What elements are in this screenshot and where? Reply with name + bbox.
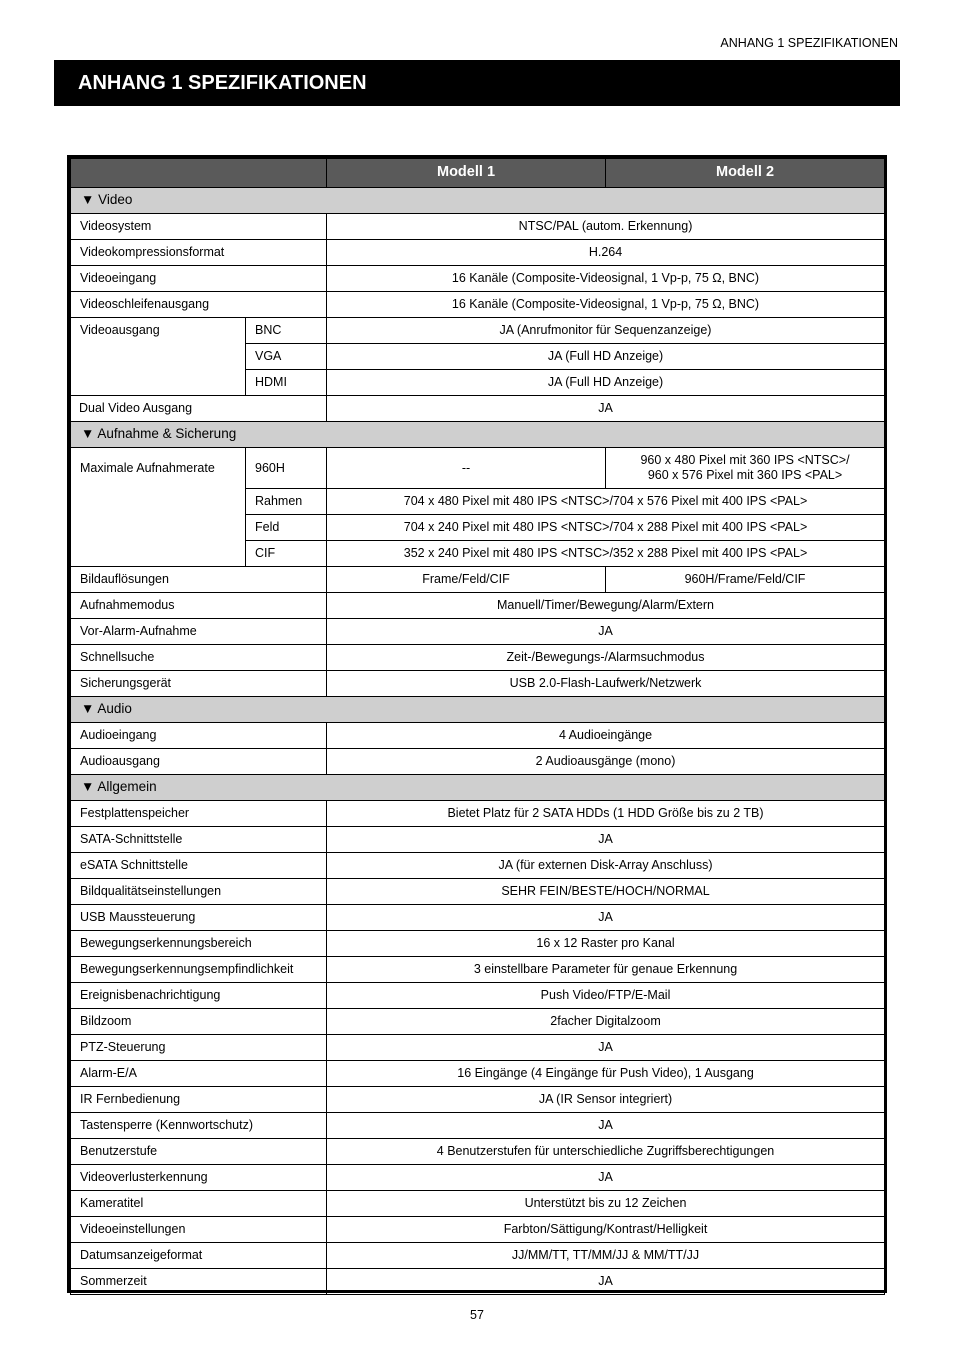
spec-value: 16 x 12 Raster pro Kanal xyxy=(327,931,885,957)
spec-value: JJ/MM/TT, TT/MM/JJ & MM/TT/JJ xyxy=(327,1243,885,1269)
table-row xyxy=(71,749,885,775)
column-header-model1: Modell 1 xyxy=(327,159,606,188)
spec-value: H.264 xyxy=(327,240,885,266)
table-row xyxy=(71,240,885,266)
spec-value: USB 2.0-Flash-Laufwerk/Netzwerk xyxy=(327,671,885,697)
spec-value: JA (Full HD Anzeige) xyxy=(327,344,885,370)
table-row xyxy=(71,1191,885,1217)
spec-value: JA xyxy=(327,396,885,422)
table-row xyxy=(71,1269,885,1295)
spec-value: 2facher Digitalzoom xyxy=(327,1009,885,1035)
spec-sublabel: Rahmen xyxy=(246,489,327,515)
spec-table xyxy=(70,158,885,1295)
spec-label: Sommerzeit xyxy=(71,1269,327,1295)
spec-label: Videoschleifenausgang xyxy=(71,292,327,318)
spec-label: Datumsanzeigeformat xyxy=(71,1243,327,1269)
spec-value: JA xyxy=(327,1269,885,1295)
section-allgemein xyxy=(71,775,885,801)
spec-label: IR Fernbedienung xyxy=(71,1087,327,1113)
spec-value-line: 960 x 576 Pixel mit 360 IPS <PAL> xyxy=(647,468,843,482)
table-row xyxy=(71,853,885,879)
spec-value: Zeit-/Bewegungs-/Alarmsuchmodus xyxy=(327,645,885,671)
spec-value: 16 Kanäle (Composite-Videosignal, 1 Vp-p, 75 Ω, BNC) xyxy=(327,292,885,318)
spec-sublabel: HDMI xyxy=(246,370,327,396)
header-empty-cell xyxy=(71,159,327,188)
section-video xyxy=(71,188,885,214)
spec-value: JA xyxy=(327,1035,885,1061)
spec-label: Bewegungserkennungsbereich xyxy=(71,931,327,957)
spec-label: Maximale Aufnahmerate xyxy=(71,448,246,567)
table-row xyxy=(71,396,885,422)
table-row xyxy=(71,957,885,983)
table-row xyxy=(71,905,885,931)
spec-label: Videoausgang xyxy=(71,318,246,396)
page-title: ANHANG 1 SPEZIFIKATIONEN xyxy=(54,60,900,106)
spec-label: Videosystem xyxy=(71,214,327,240)
table-row xyxy=(71,1035,885,1061)
table-row xyxy=(71,1165,885,1191)
table-row xyxy=(71,723,885,749)
section-aufnahme xyxy=(71,422,885,448)
spec-value: JA xyxy=(327,905,885,931)
spec-sublabel: BNC xyxy=(246,318,327,344)
spec-value: JA (Full HD Anzeige) xyxy=(327,370,885,396)
spec-label: Bildzoom xyxy=(71,1009,327,1035)
table-row xyxy=(71,448,885,489)
spec-sublabel: 960H xyxy=(246,448,327,489)
spec-label: Kameratitel xyxy=(71,1191,327,1217)
spec-label: Ereignisbenachrichtigung xyxy=(71,983,327,1009)
table-row xyxy=(71,645,885,671)
table-row xyxy=(71,879,885,905)
table-row xyxy=(71,619,885,645)
spec-value: Manuell/Timer/Bewegung/Alarm/Extern xyxy=(327,593,885,619)
table-row xyxy=(71,671,885,697)
spec-label: Videokompressionsformat xyxy=(71,240,327,266)
table-row xyxy=(71,931,885,957)
spec-value: 4 Audioeingänge xyxy=(327,723,885,749)
spec-value: JA (IR Sensor integriert) xyxy=(327,1087,885,1113)
spec-value: 16 Eingänge (4 Eingänge für Push Video), 1 Ausgang xyxy=(327,1061,885,1087)
table-row xyxy=(71,318,885,344)
spec-value-model1: -- xyxy=(327,448,606,489)
spec-value: Farbton/Sättigung/Kontrast/Helligkeit xyxy=(327,1217,885,1243)
spec-label: Audioausgang xyxy=(71,749,327,775)
spec-value: SEHR FEIN/BESTE/HOCH/NORMAL xyxy=(327,879,885,905)
spec-value: JA xyxy=(327,619,885,645)
section-title: ▼ Video xyxy=(71,188,885,214)
spec-sublabel: CIF xyxy=(246,541,327,567)
spec-value: 3 einstellbare Parameter für genaue Erkennung xyxy=(327,957,885,983)
spec-label: Aufnahmemodus xyxy=(71,593,327,619)
spec-label: Tastensperre (Kennwortschutz) xyxy=(71,1113,327,1139)
table-row xyxy=(71,1113,885,1139)
table-header-row xyxy=(71,159,885,188)
spec-label: Sicherungsgerät xyxy=(71,671,327,697)
spec-value: JA xyxy=(327,1113,885,1139)
section-title: ▼ Allgemein xyxy=(71,775,885,801)
spec-value: Push Video/FTP/E-Mail xyxy=(327,983,885,1009)
spec-label: Bewegungserkennungsempfindlichkeit xyxy=(71,957,327,983)
table-row xyxy=(71,827,885,853)
spec-value-line: 960 x 480 Pixel mit 360 IPS <NTSC>/ xyxy=(640,453,850,467)
spec-label: Audioeingang xyxy=(71,723,327,749)
spec-value-model1: Frame/Feld/CIF xyxy=(327,567,606,593)
page-number: 57 xyxy=(470,1308,484,1322)
table-row xyxy=(71,1243,885,1269)
spec-value: 352 x 240 Pixel mit 480 IPS <NTSC>/352 x 288 Pixel mit 400 IPS <PAL> xyxy=(327,541,885,567)
spec-label: USB Maussteuerung xyxy=(71,905,327,931)
table-row xyxy=(71,1217,885,1243)
spec-value: NTSC/PAL (autom. Erkennung) xyxy=(327,214,885,240)
section-title: ▼ Audio xyxy=(71,697,885,723)
spec-value: 2 Audioausgänge (mono) xyxy=(327,749,885,775)
spec-label: SATA-Schnittstelle xyxy=(71,827,327,853)
spec-value: JA (Anrufmonitor für Sequenzanzeige) xyxy=(327,318,885,344)
spec-value: 704 x 480 Pixel mit 480 IPS <NTSC>/704 x 576 Pixel mit 400 IPS <PAL> xyxy=(327,489,885,515)
spec-value: 16 Kanäle (Composite-Videosignal, 1 Vp-p, 75 Ω, BNC) xyxy=(327,266,885,292)
spec-value: JA (für externen Disk-Array Anschluss) xyxy=(327,853,885,879)
table-row xyxy=(71,1061,885,1087)
spec-value: JA xyxy=(327,827,885,853)
table-row xyxy=(71,983,885,1009)
spec-label: Vor-Alarm-Aufnahme xyxy=(71,619,327,645)
spec-value: 704 x 240 Pixel mit 480 IPS <NTSC>/704 x 288 Pixel mit 400 IPS <PAL> xyxy=(327,515,885,541)
spec-sublabel: VGA xyxy=(246,344,327,370)
spec-value: 4 Benutzerstufen für unterschiedliche Zugriffsberechtigungen xyxy=(327,1139,885,1165)
table-row xyxy=(71,266,885,292)
table-row xyxy=(71,292,885,318)
table-row xyxy=(71,801,885,827)
column-header-model2: Modell 2 xyxy=(606,159,885,188)
table-row xyxy=(71,214,885,240)
table-row xyxy=(71,1009,885,1035)
spec-label: Bildqualitätseinstellungen xyxy=(71,879,327,905)
spec-label: eSATA Schnittstelle xyxy=(71,853,327,879)
spec-label: Benutzerstufe xyxy=(71,1139,327,1165)
section-audio xyxy=(71,697,885,723)
section-title: ▼ Aufnahme & Sicherung xyxy=(71,422,885,448)
table-row xyxy=(71,567,885,593)
table-row xyxy=(71,1139,885,1165)
spec-label: Schnellsuche xyxy=(71,645,327,671)
spec-value: Bietet Platz für 2 SATA HDDs (1 HDD Größe bis zu 2 TB) xyxy=(327,801,885,827)
spec-label: Alarm-E/A xyxy=(71,1061,327,1087)
running-header: ANHANG 1 SPEZIFIKATIONEN xyxy=(720,36,898,50)
spec-label: Bildauflösungen xyxy=(71,567,327,593)
spec-label: Videoeinstellungen xyxy=(71,1217,327,1243)
spec-value-model2 xyxy=(606,448,885,489)
spec-label: Videoeingang xyxy=(71,266,327,292)
table-row xyxy=(71,1087,885,1113)
spec-sublabel: Feld xyxy=(246,515,327,541)
spec-value-model2: 960H/Frame/Feld/CIF xyxy=(606,567,885,593)
spec-label: Festplattenspeicher xyxy=(71,801,327,827)
spec-label: Dual Video Ausgang xyxy=(71,396,327,422)
spec-label: PTZ-Steuerung xyxy=(71,1035,327,1061)
spec-value: JA xyxy=(327,1165,885,1191)
spec-label: Videoverlusterkennung xyxy=(71,1165,327,1191)
spec-value: Unterstützt bis zu 12 Zeichen xyxy=(327,1191,885,1217)
table-row xyxy=(71,593,885,619)
